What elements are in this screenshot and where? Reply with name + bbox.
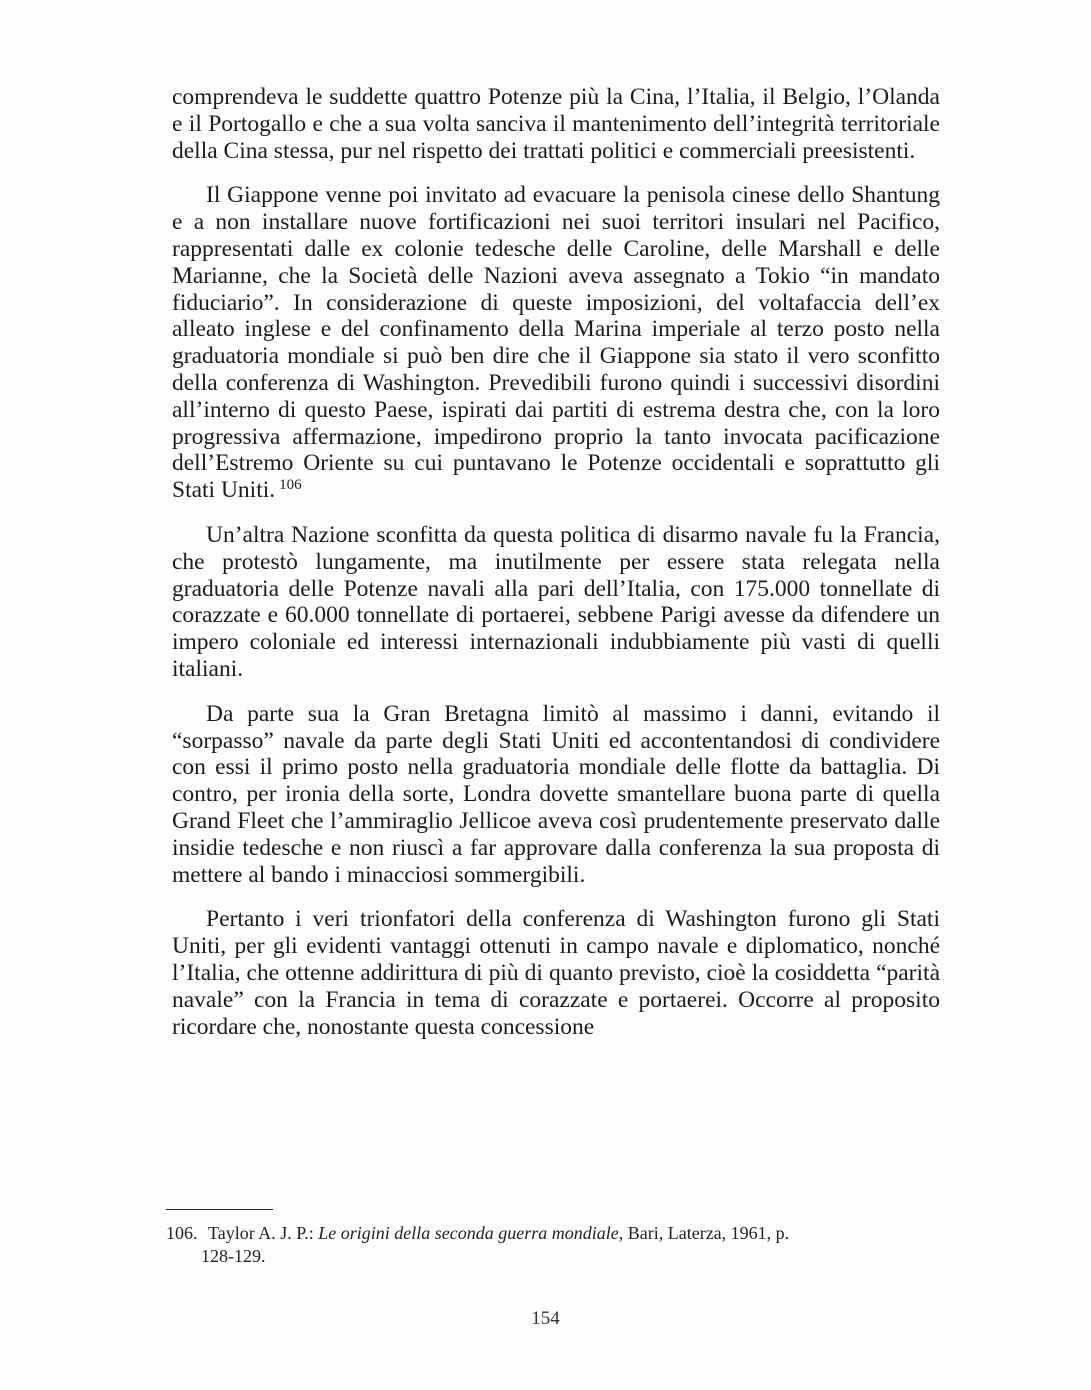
paragraph-2	[172, 182, 940, 504]
footnote-publication: , Bari, Laterza, 1961, p.	[618, 1223, 790, 1243]
paragraph-2-text: Il Giappone venne poi invitato ad evacuare la penisola cinese dello Shantung e a non installare nuove fortificazioni nei suoi territori insulari nel Pacifico, rappresentati dalle ex colonie tedesche delle Caroline, delle Marshall e delle Marianne, che la Società delle Nazioni aveva assegnato a Tokio “in mandato fiduciario”. In considerazione di queste imposizioni, del voltafaccia dell’ex alleato inglese e del confinamento della Marina imperiale al terzo posto nella graduatoria mondiale si può ben dire che il Giappone sia stato il vero sconfitto della conferenza di Washington. Prevedibili furono quindi i successivi disordini all’interno di questo Paese, ispirati dai partiti di estrema destra che, con la loro progressiva affermazione, impedirono proprio la tanto invocata pacificazione dell’Estremo Oriente su cui puntavano le Potenze occidentali e soprattutto gli Stati Uniti.	[172, 182, 940, 504]
body-text	[172, 84, 940, 1058]
footnote-number: 106.	[166, 1223, 198, 1243]
footnote-author: Taylor A. J. P.:	[208, 1223, 314, 1243]
footnote-title: Le origini della seconda guerra mondiale	[318, 1223, 619, 1243]
paragraph-4: Da parte sua la Gran Bretagna limitò al massimo i danni, evitando il “sorpasso” navale da parte degli Stati Uniti ed accontentandosi di condividere con essi il primo posto nella graduatoria mondiale delle flotte da battaglia. Di contro, per ironia della sorte, Londra dovette smantellare buona parte di quella Grand Fleet che l’ammiraglio Jellicoe aveva così prudentemente preservato dalle insidie tedesche e non riuscì a far approvare dalla conferenza la sua proposta di mettere al bando i minacciosi sommergibili.	[172, 700, 940, 888]
footnote-pages: 128-129.	[201, 1246, 266, 1266]
footnote	[166, 1222, 946, 1268]
paragraph-1: comprendeva le suddette quattro Potenze più la Cina, l’Italia, il Belgio, l’Olanda e il Portogallo e che a sua volta sanciva il mantenimento dell’integrità territoriale della Cina stessa, pur nel rispetto dei trattati politici e commerciali preesistenti.	[172, 84, 940, 164]
footnote-body	[208, 1223, 789, 1243]
paragraph-3: Un’altra Nazione sconfitta da questa politica di disarmo navale fu la Francia, che protestò lungamente, ma inutilmente per essere stata relegata nella graduatoria delle Potenze navali alla pari dell’Italia, con 175.000 tonnellate di corazzate e 60.000 tonnellate di portaerei, sebbene Parigi avesse da difendere un impero coloniale ed interessi internazionali indubbiamente più vasti di quelli italiani.	[172, 521, 940, 682]
footnote-reference[interactable]: 106	[279, 477, 302, 494]
paragraph-5: Pertanto i veri trionfatori della conferenza di Washington furono gli Stati Uniti, per gli evidenti vantaggi ottenuti in campo navale e diplomatico, nonché l’Italia, che ottenne addirittura di più di quanto previsto, cioè la cosiddetta “parità navale” con la Francia in tema di corazzate e portaerei. Occorre al proposito ricordare che, nonostante questa concessione	[172, 906, 940, 1040]
page-number: 154	[531, 1308, 560, 1329]
footnote-divider	[166, 1209, 273, 1210]
